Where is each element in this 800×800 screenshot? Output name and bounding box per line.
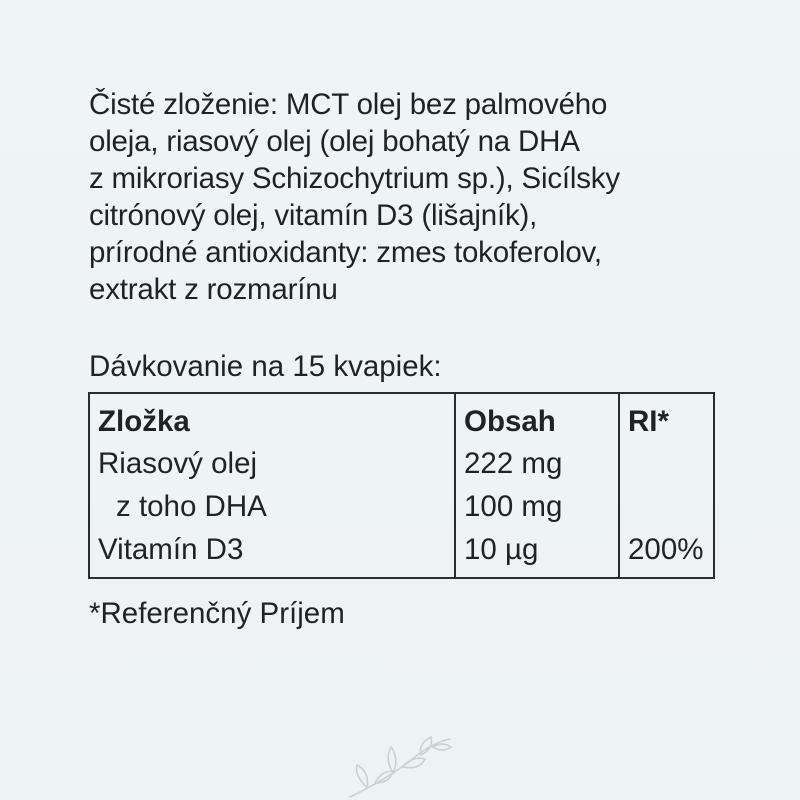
cell-component-text: z toho DHA (116, 490, 267, 523)
dosage-heading: Dávkovanie na 15 kvapiek: (89, 350, 442, 383)
cell-ri (619, 485, 714, 528)
leaf-sprig-icon (345, 735, 455, 800)
header-component: Zložka (89, 393, 455, 442)
cell-amount: 100 mg (455, 485, 619, 528)
cell-ri (619, 442, 714, 485)
header-ri: RI* (619, 393, 714, 442)
cell-component: Riasový olej (89, 442, 455, 485)
table-row (89, 485, 714, 528)
table-row (89, 442, 714, 485)
header-amount: Obsah (455, 393, 619, 442)
ingredients-line: extrakt z rozmarínu (89, 273, 338, 306)
ingredients-line: Čisté zloženie: MCT olej bez palmového (89, 88, 608, 121)
table-header-row (89, 393, 714, 442)
ingredients-line: oleja, riasový olej (olej bohatý na DHA (89, 125, 580, 158)
cell-component (89, 485, 455, 528)
cell-amount: 10 µg (455, 528, 619, 578)
cell-amount: 222 mg (455, 442, 619, 485)
cell-ri: 200% (619, 528, 714, 578)
ingredients-text (89, 86, 769, 308)
footnote: *Referenčný Príjem (89, 597, 345, 630)
ingredients-line: citrónový olej, vitamín D3 (lišajník), (89, 199, 538, 232)
table-row (89, 528, 714, 578)
ingredients-line: z mikroriasy Schizochytrium sp.), Sicílsky (89, 162, 620, 195)
nutrition-table (88, 392, 715, 579)
ingredients-line: prírodné antioxidanty: zmes tokoferolov, (89, 236, 602, 269)
cell-component: Vitamín D3 (89, 528, 455, 578)
